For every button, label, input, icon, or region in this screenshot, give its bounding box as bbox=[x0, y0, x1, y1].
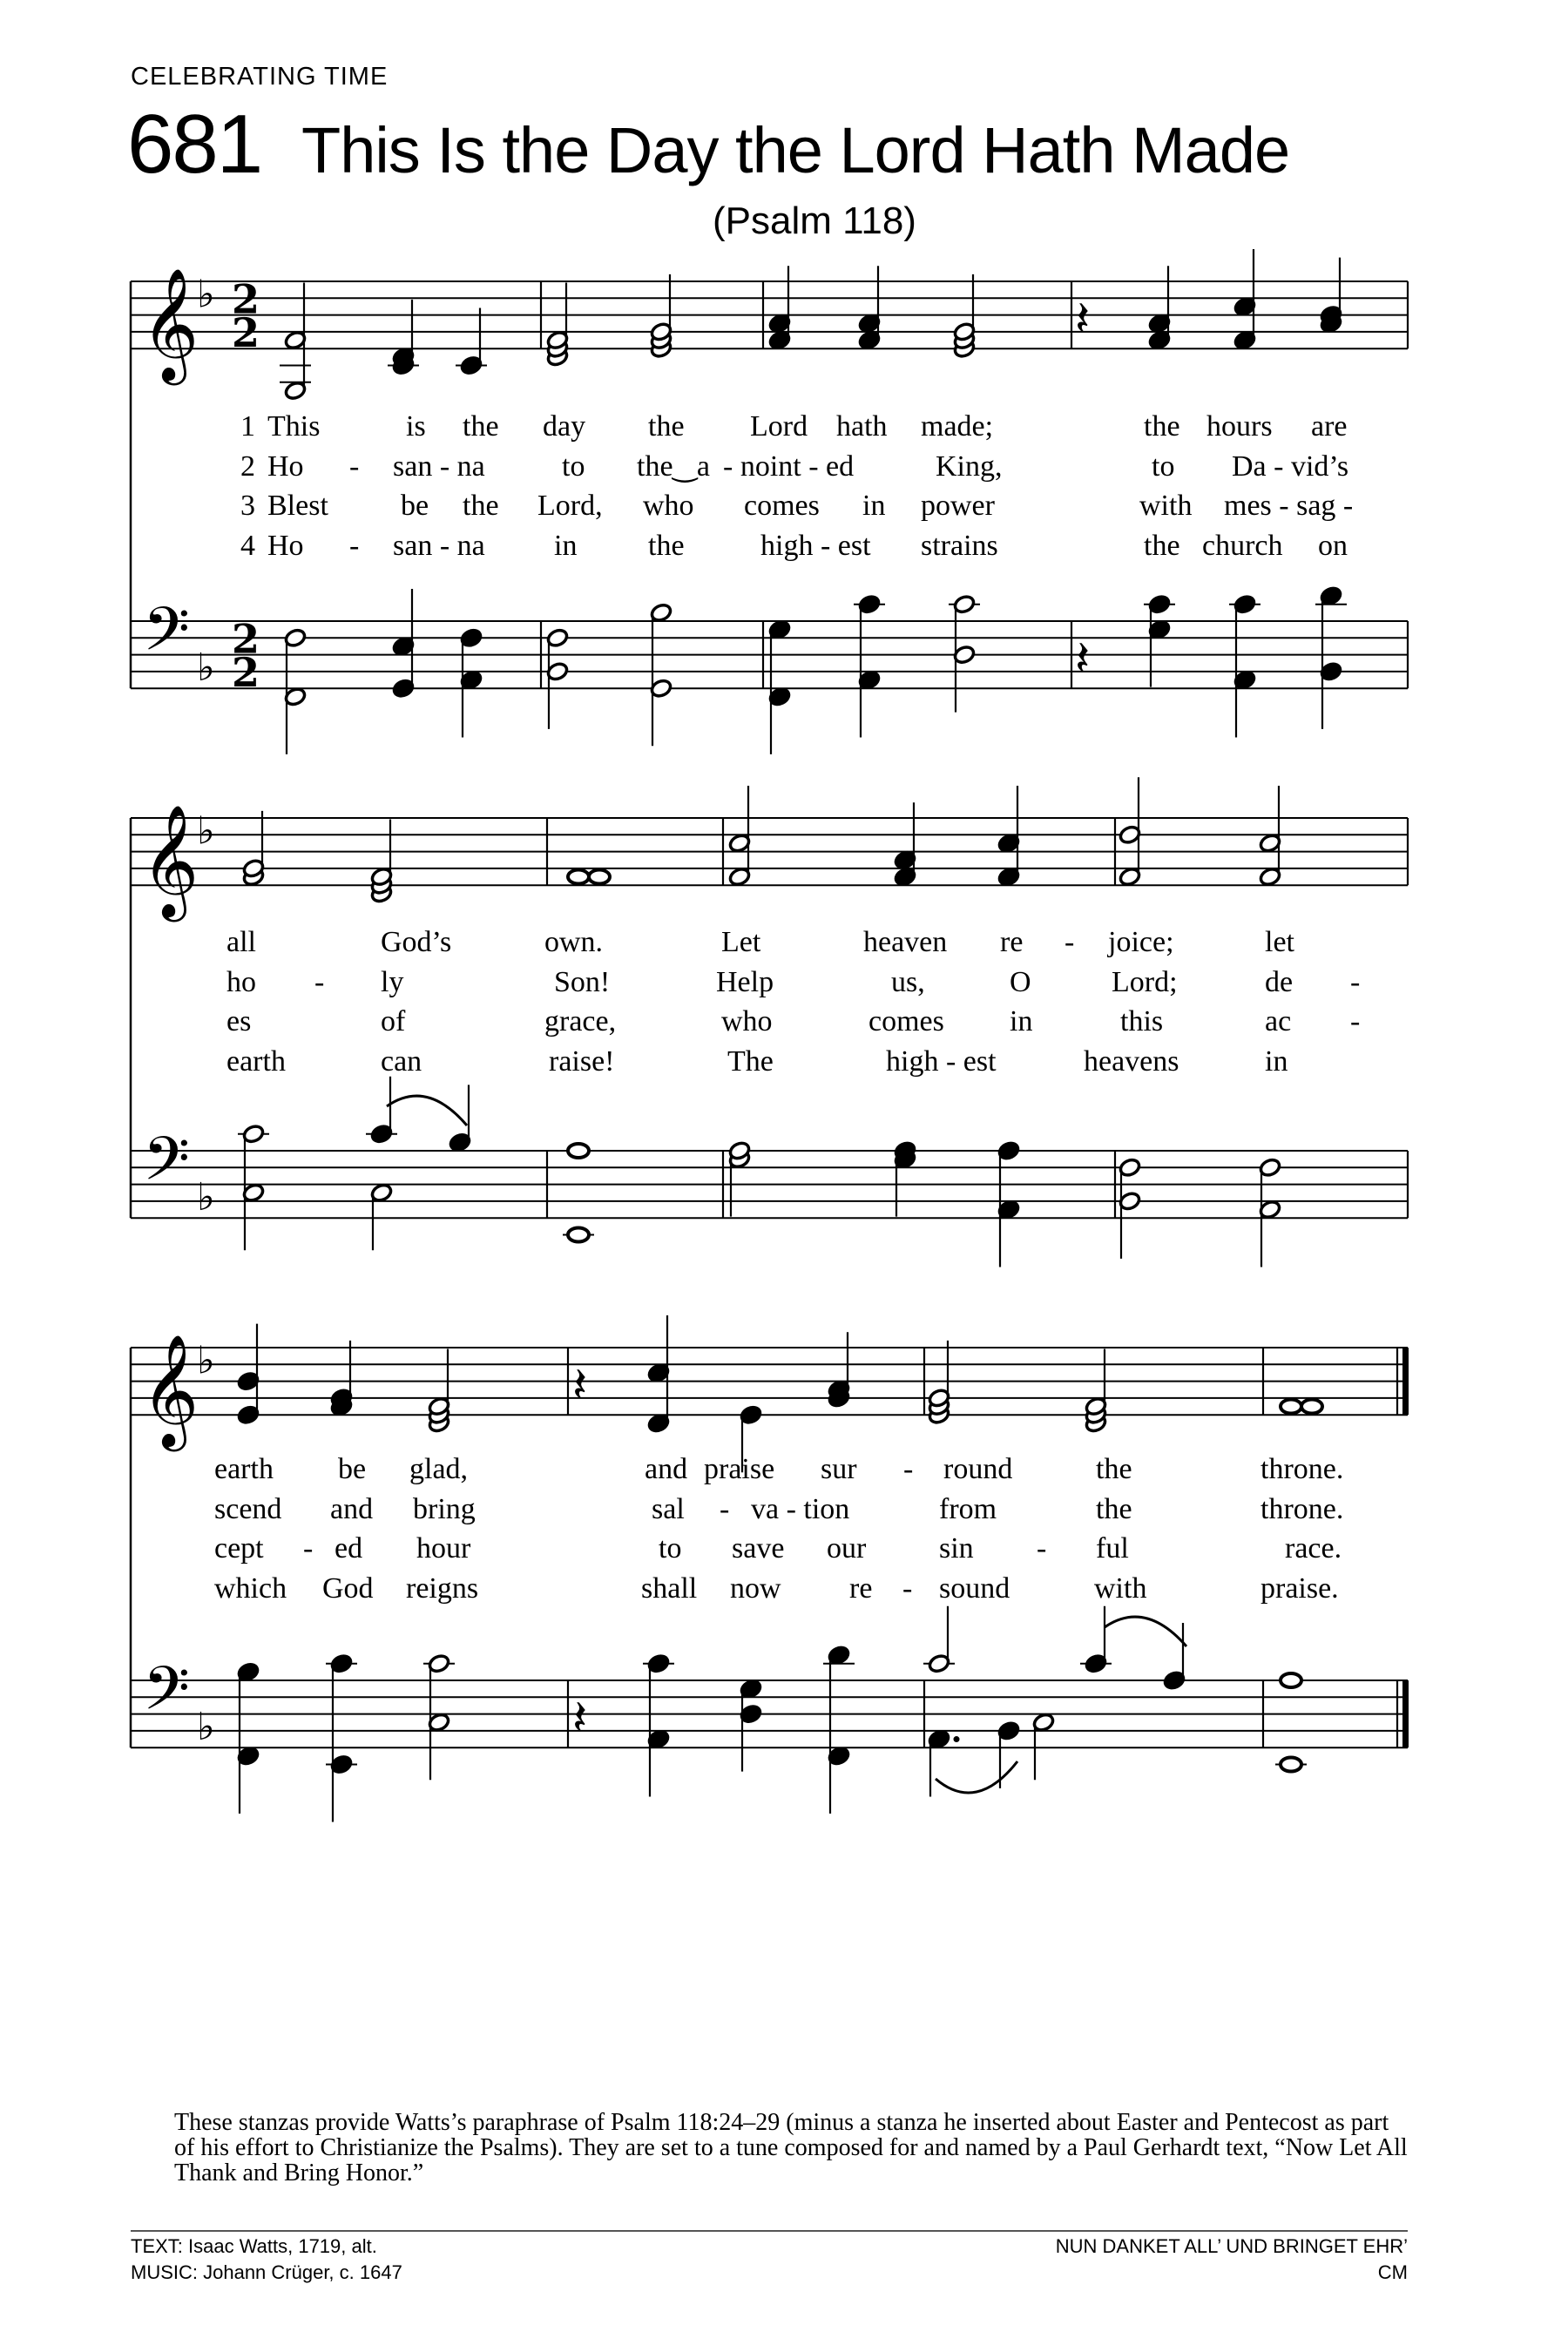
section-heading: CELEBRATING TIME bbox=[131, 63, 389, 91]
lyric-syllable: ho bbox=[226, 965, 256, 998]
lyric-syllable: heavens bbox=[1084, 1044, 1179, 1078]
notehead bbox=[568, 1144, 589, 1158]
lyric-syllable: - bbox=[314, 965, 325, 998]
lyric-syllable: of bbox=[381, 1005, 406, 1037]
lyric-syllable: joice; bbox=[1108, 926, 1174, 958]
lyric-syllable: with bbox=[1139, 490, 1193, 522]
lyric-syllable: hours bbox=[1206, 410, 1273, 443]
music-credit: MUSIC: Johann Crüger, c. 1647 bbox=[131, 2261, 402, 2283]
lyric-syllable: Ho bbox=[267, 449, 304, 483]
bass-staff bbox=[131, 585, 1408, 754]
lyric-syllable: va - tion bbox=[751, 1492, 850, 1525]
lyric-syllable: our bbox=[827, 1532, 867, 1565]
lyric-syllable: - bbox=[903, 1453, 914, 1485]
lyric-syllable: the bbox=[1144, 410, 1180, 443]
treble-staff bbox=[131, 777, 1408, 923]
lyric-syllable: round bbox=[943, 1453, 1013, 1485]
treble-clef-icon: 𝄞 bbox=[141, 267, 199, 382]
lyric-syllable: to bbox=[562, 449, 585, 483]
lyric-syllable: san - na bbox=[393, 449, 485, 483]
notehead bbox=[1281, 1758, 1301, 1772]
lyric-syllable: the bbox=[1144, 529, 1180, 562]
meter: CM bbox=[1377, 2261, 1408, 2283]
lyric-syllable: us, bbox=[891, 965, 925, 998]
flat-icon: ♭ bbox=[197, 272, 215, 317]
lyric-syllable: This bbox=[267, 410, 321, 443]
treble-clef-icon: 𝄞 bbox=[141, 1334, 199, 1448]
bass-clef-icon: 𝄢 bbox=[143, 593, 191, 679]
lyric-syllable: praise bbox=[704, 1453, 775, 1485]
stanza-number: 1 bbox=[240, 410, 255, 443]
lyric-syllable: with bbox=[1094, 1571, 1147, 1605]
lyric-syllable: The bbox=[727, 1044, 774, 1078]
lyric-syllable: heaven bbox=[863, 926, 948, 958]
slur bbox=[387, 1096, 467, 1125]
lyric-syllable: ed bbox=[335, 1532, 363, 1565]
lyric-syllable: earth bbox=[226, 1044, 286, 1078]
lyric-syllable: re bbox=[849, 1571, 873, 1605]
bass-staff bbox=[131, 1077, 1408, 1267]
lyric-syllable: - bbox=[720, 1492, 730, 1525]
lyric-syllable: made; bbox=[921, 410, 994, 443]
lyric-syllable: - bbox=[349, 529, 360, 562]
flat-icon: ♭ bbox=[197, 1174, 215, 1220]
slur bbox=[936, 1761, 1017, 1793]
lyric-syllable: ly bbox=[381, 965, 404, 998]
lyric-syllable: O bbox=[1010, 965, 1031, 998]
tune-name: NUN DANKET ALL’ UND BRINGET EHR’ bbox=[1055, 2235, 1408, 2257]
bass-clef-icon: 𝄢 bbox=[143, 1652, 191, 1739]
lyric-syllable: God bbox=[322, 1571, 374, 1605]
lyric-syllable: - bbox=[1037, 1532, 1047, 1565]
lyric-syllable: shall bbox=[641, 1571, 698, 1605]
lyric-syllable: cept bbox=[214, 1532, 264, 1565]
lyric-syllable: in bbox=[554, 529, 578, 562]
stanza-number: 4 bbox=[240, 529, 255, 562]
lyric-syllable: - bbox=[902, 1571, 913, 1605]
system-3 bbox=[131, 1315, 1409, 1822]
quarter-rest-icon: 𝄽 bbox=[1075, 290, 1091, 348]
time-signature: 2 bbox=[232, 649, 260, 697]
hymn-commentary: These stanzas provide Watts’s paraphrase of Psalm 118:24–29 (minus a stanza he inserted about Easter and Pentecost as part of his effort to Christianize the Psalms). They are set to a tune composed for and named by a Paul Gerhardt text, “Now Let All Thank and Bring Honor.” bbox=[174, 2109, 1408, 2186]
treble-clef-icon: 𝄞 bbox=[141, 804, 199, 918]
lyric-syllable: who bbox=[721, 1005, 773, 1037]
lyric-syllable: power bbox=[921, 490, 995, 522]
notehead bbox=[1301, 1400, 1322, 1414]
lyric-syllable: the bbox=[463, 490, 499, 522]
lyric-syllable: Da - vid’s bbox=[1232, 449, 1349, 483]
flat-icon: ♭ bbox=[197, 808, 215, 854]
lyric-syllable: strains bbox=[921, 529, 998, 562]
hymn-title: This Is the Day the Lord Hath Made bbox=[301, 114, 1290, 186]
bass-staff bbox=[131, 1606, 1409, 1822]
quarter-rest-icon: 𝄽 bbox=[572, 1356, 588, 1414]
lyric-syllable: comes bbox=[868, 1005, 944, 1037]
lyric-syllable: sur bbox=[821, 1453, 857, 1485]
lyric-syllable: be bbox=[338, 1453, 367, 1485]
slur bbox=[1105, 1617, 1186, 1646]
lyric-syllable: san - na bbox=[393, 529, 485, 562]
lyric-syllable: sal bbox=[652, 1492, 685, 1525]
lyric-syllable: ac bbox=[1265, 1005, 1292, 1037]
time-signature: 2 bbox=[232, 615, 260, 663]
lyric-syllable: let bbox=[1265, 926, 1294, 958]
lyric-syllable: Ho bbox=[267, 529, 304, 562]
lyric-syllable: on bbox=[1318, 529, 1348, 562]
lyric-syllable: sin bbox=[939, 1532, 974, 1565]
lyric-syllable: day bbox=[543, 410, 586, 443]
lyric-syllable: mes - sag - bbox=[1224, 490, 1354, 522]
lyric-syllable: the bbox=[1096, 1492, 1132, 1525]
time-signature: 2 bbox=[232, 275, 260, 323]
lyric-syllable: Son! bbox=[554, 965, 611, 998]
lyric-syllable: high - est bbox=[760, 529, 871, 562]
lyric-syllable: King, bbox=[936, 449, 1003, 483]
lyric-syllable: which bbox=[214, 1571, 287, 1605]
notehead bbox=[568, 1228, 589, 1242]
lyric-syllable: Help bbox=[716, 965, 774, 998]
hymn-number: 681 bbox=[127, 98, 262, 191]
lyric-syllable: in bbox=[1010, 1005, 1033, 1037]
hymn-subtitle: (Psalm 118) bbox=[713, 199, 916, 242]
lyric-syllable: hath bbox=[836, 410, 888, 443]
lyric-syllable: church bbox=[1202, 529, 1283, 562]
lyric-syllable: the bbox=[1096, 1453, 1132, 1485]
lyric-syllable: and bbox=[330, 1492, 374, 1525]
lyric-syllable: grace, bbox=[544, 1005, 617, 1037]
lyric-syllable: sound bbox=[939, 1571, 1010, 1605]
lyric-syllable: hour bbox=[416, 1532, 471, 1565]
lyric-syllable: throne. bbox=[1260, 1492, 1344, 1525]
lyric-syllable: raise! bbox=[549, 1044, 615, 1078]
lyric-syllable: glad, bbox=[409, 1453, 469, 1485]
lyric-syllable: from bbox=[939, 1492, 997, 1525]
lyric-syllable: now bbox=[730, 1571, 781, 1605]
flat-icon: ♭ bbox=[197, 645, 215, 690]
lyric-syllable: - bbox=[1350, 1005, 1361, 1037]
lyric-syllable: es bbox=[226, 1005, 252, 1037]
final-barline bbox=[1402, 1348, 1409, 1415]
lyric-syllable: can bbox=[381, 1044, 422, 1078]
text-credit: TEXT: Isaac Watts, 1719, alt. bbox=[131, 2235, 377, 2257]
lyric-syllable: who bbox=[643, 490, 694, 522]
notehead bbox=[1281, 1400, 1301, 1414]
lyric-syllable: all bbox=[226, 926, 256, 958]
lyric-syllable: be bbox=[401, 490, 429, 522]
time-signature: 2 bbox=[232, 309, 260, 357]
notehead bbox=[568, 870, 589, 884]
lyric-syllable: Lord bbox=[750, 410, 808, 443]
lyric-syllable: to bbox=[659, 1532, 682, 1565]
lyric-syllable: de bbox=[1265, 965, 1294, 998]
lyric-syllable: - bbox=[349, 449, 360, 483]
stanza-number: 2 bbox=[240, 449, 255, 483]
lyric-syllable: - bbox=[1064, 926, 1075, 958]
lyric-syllable: bring bbox=[413, 1492, 476, 1525]
lyric-syllable: reigns bbox=[406, 1571, 479, 1605]
lyric-syllable: Let bbox=[721, 926, 761, 958]
lyric-syllable: throne. bbox=[1260, 1453, 1344, 1485]
lyric-syllable: God’s bbox=[381, 926, 452, 958]
lyric-syllable: own. bbox=[544, 926, 604, 958]
lyric-syllable: - noint - ed bbox=[723, 449, 855, 483]
lyric-syllable: and bbox=[645, 1453, 688, 1485]
lyric-syllable: Lord; bbox=[1112, 965, 1178, 998]
credits-divider bbox=[131, 2230, 1408, 2232]
lyric-syllable: race. bbox=[1285, 1532, 1342, 1565]
notehead bbox=[589, 870, 610, 884]
lyric-syllable: save bbox=[732, 1532, 785, 1565]
lyric-syllable: scend bbox=[214, 1492, 282, 1525]
lyric-syllable: praise. bbox=[1260, 1571, 1339, 1605]
lyric-syllable: the bbox=[648, 410, 685, 443]
quarter-rest-icon: 𝄽 bbox=[1075, 630, 1091, 687]
bass-clef-icon: 𝄢 bbox=[143, 1123, 191, 1209]
lyric-syllable: comes bbox=[744, 490, 820, 522]
lyric-syllable: - bbox=[1350, 965, 1361, 998]
lyric-syllable: Lord, bbox=[537, 490, 603, 522]
lyric-syllable: - bbox=[303, 1532, 314, 1565]
lyric-syllable: the bbox=[463, 410, 499, 443]
lyric-syllable: is bbox=[406, 410, 426, 443]
treble-staff bbox=[131, 249, 1408, 401]
stanza-number: 3 bbox=[240, 490, 255, 522]
quarter-rest-icon: 𝄽 bbox=[572, 1689, 588, 1747]
lyric-syllable: this bbox=[1120, 1005, 1164, 1037]
lyric-syllable: in bbox=[1265, 1044, 1288, 1078]
notehead bbox=[1281, 1673, 1301, 1687]
lyric-syllable: in bbox=[862, 490, 886, 522]
final-barline bbox=[1402, 1680, 1409, 1747]
lyric-syllable: high - est bbox=[886, 1044, 997, 1078]
lyric-syllable: are bbox=[1311, 410, 1348, 443]
lyric-syllable: ful bbox=[1096, 1532, 1129, 1565]
flat-icon: ♭ bbox=[197, 1704, 215, 1749]
lyric-syllable: re bbox=[1000, 926, 1024, 958]
flat-icon: ♭ bbox=[197, 1338, 215, 1383]
lyric-syllable: to bbox=[1152, 449, 1175, 483]
lyric-syllable: the bbox=[648, 529, 685, 562]
lyric-syllable: Blest bbox=[267, 490, 328, 522]
treble-staff bbox=[131, 1315, 1409, 1472]
lyric-syllable: earth bbox=[214, 1453, 274, 1485]
lyric-syllable: the‿a bbox=[637, 449, 710, 483]
